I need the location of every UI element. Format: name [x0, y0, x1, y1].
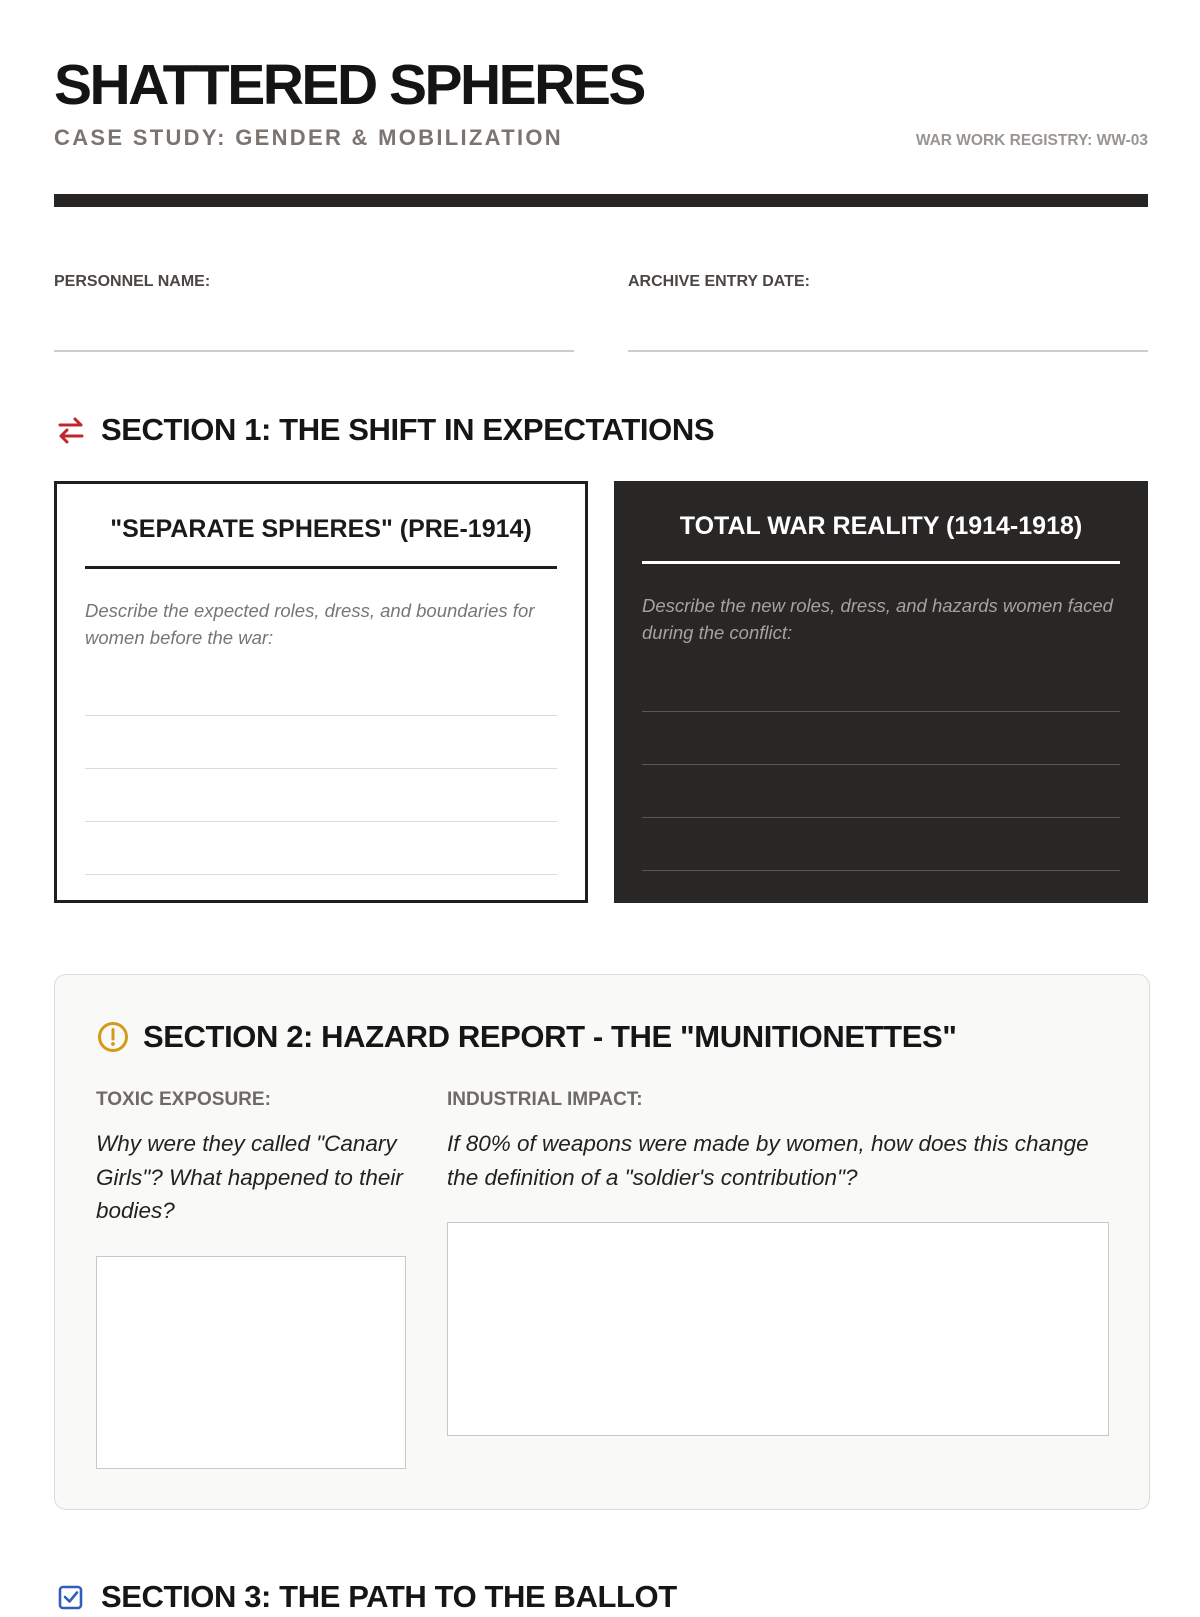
- toxic-exposure-question: Why were they called "Canary Girls"? What happened to their bodies?: [96, 1131, 403, 1223]
- pre-war-prompt: Describe the expected roles, dress, and boundaries for women before the war:: [85, 600, 535, 648]
- war-reality-writing-line: [642, 711, 1120, 712]
- industrial-impact-label: INDUSTRIAL IMPACT:: [447, 1089, 643, 1110]
- archive-date-label: ARCHIVE ENTRY DATE:: [628, 273, 810, 290]
- archive-date-underline: [628, 350, 1148, 352]
- war-reality-writing-line: [642, 870, 1120, 871]
- toxic-exposure-label: TOXIC EXPOSURE:: [96, 1089, 271, 1110]
- pre-war-card-title: "SEPARATE SPHERES" (PRE-1914): [110, 515, 532, 543]
- toxic-exposure-answer-box[interactable]: [96, 1256, 406, 1469]
- war-reality-card: [614, 481, 1148, 903]
- section-1-title: SECTION 1: THE SHIFT IN EXPECTATIONS: [101, 412, 715, 447]
- swap-arrows-icon: [54, 413, 88, 447]
- war-reality-card-title: TOTAL WAR REALITY (1914-1918): [679, 512, 1083, 540]
- war-reality-title-rule: [642, 561, 1120, 564]
- section-3-title: SECTION 3: THE PATH TO THE BALLOT: [101, 1579, 677, 1614]
- pre-war-title-rule: [85, 566, 557, 569]
- registry-code: WAR WORK REGISTRY: WW-03: [915, 132, 1148, 149]
- industrial-impact-column: [447, 1088, 1112, 1194]
- hazard-report-panel: [54, 974, 1150, 1510]
- pre-war-card: [54, 481, 588, 903]
- war-reality-writing-line: [642, 817, 1120, 818]
- section-2-heading: [96, 1017, 957, 1057]
- section-2-title: SECTION 2: HAZARD REPORT - THE "MUNITIONETTES": [143, 1019, 957, 1054]
- pre-war-writing-line: [85, 821, 557, 822]
- alert-circle-icon: [96, 1020, 130, 1054]
- personnel-name-field: [54, 272, 574, 292]
- war-reality-writing-line: [642, 764, 1120, 765]
- pre-war-writing-line: [85, 715, 557, 716]
- pre-war-writing-line: [85, 874, 557, 875]
- industrial-impact-answer-box[interactable]: [447, 1222, 1109, 1436]
- section-1-heading: [54, 410, 714, 450]
- archive-date-input[interactable]: [628, 302, 1148, 348]
- personnel-name-label: PERSONNEL NAME:: [54, 273, 211, 290]
- war-reality-prompt: Describe the new roles, dress, and hazards women faced during the conflict:: [642, 595, 1113, 643]
- checkbox-icon: [54, 1580, 88, 1614]
- industrial-impact-question: If 80% of weapons were made by women, how does this change the definition of a "soldier's contribution"?: [447, 1131, 1089, 1190]
- personnel-name-input[interactable]: [54, 302, 574, 348]
- toxic-exposure-column: [96, 1088, 408, 1228]
- worksheet-subtitle: CASE STUDY: GENDER & MOBILIZATION: [54, 125, 563, 150]
- section-3-heading: [54, 1577, 677, 1617]
- pre-war-writing-line: [85, 768, 557, 769]
- header-divider: [54, 194, 1148, 207]
- personnel-name-underline: [54, 350, 574, 352]
- pre-war-answer-area[interactable]: [85, 652, 557, 857]
- archive-date-field: [628, 272, 1148, 292]
- worksheet-title: SHATTERED SPHERES: [54, 53, 644, 117]
- war-reality-answer-area[interactable]: [642, 646, 1120, 851]
